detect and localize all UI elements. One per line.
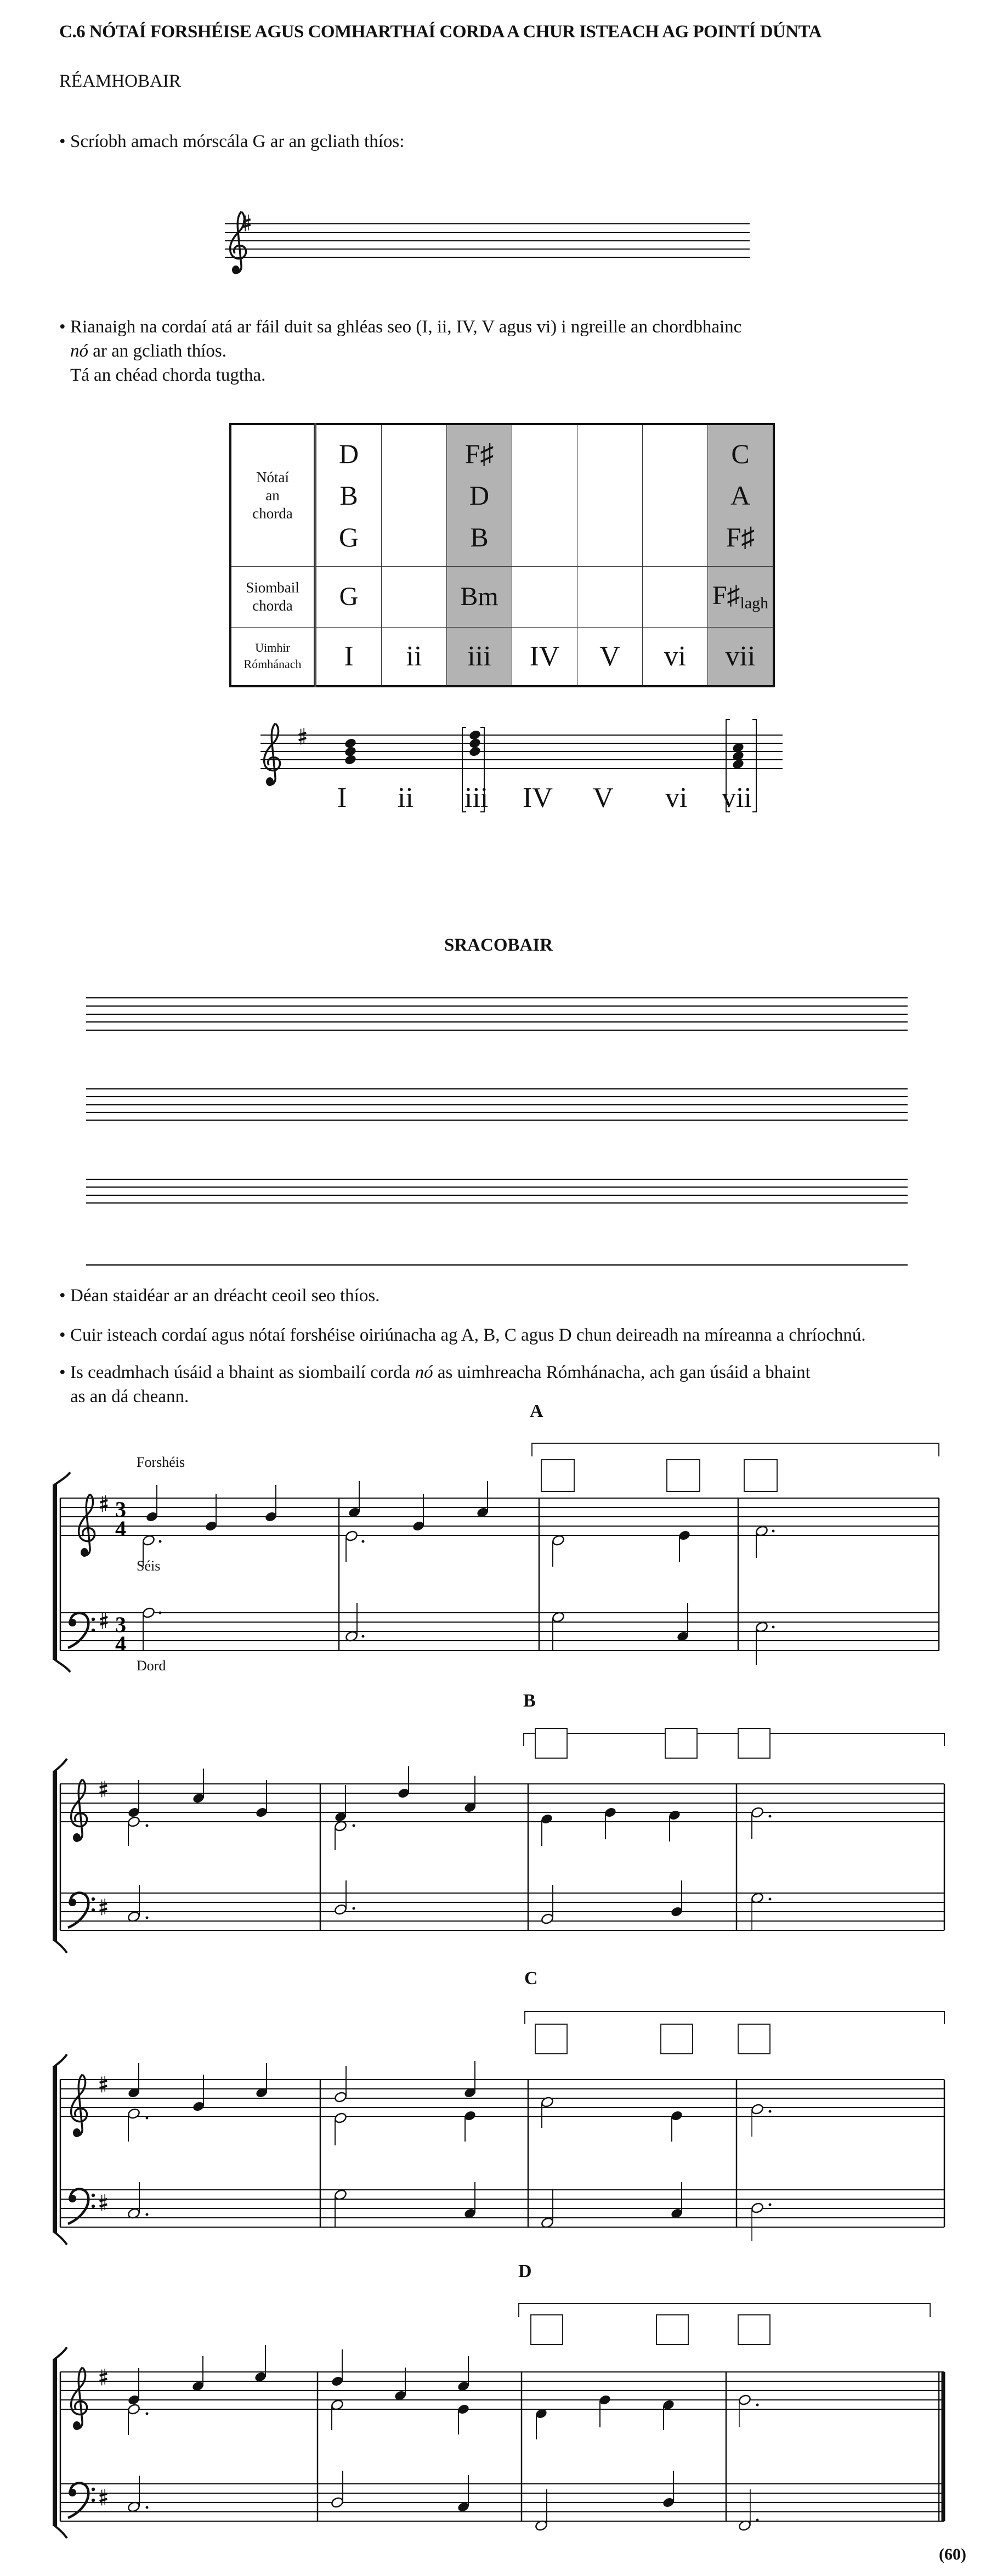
answer-box-d-1[interactable] xyxy=(530,2314,563,2345)
page-title: C.6 NÓTAÍ FORSHÉISE AGUS COMHARTHAÍ CORDA A CHUR ISTEACH AG POINTÍ DÚNTA xyxy=(59,22,822,42)
bullet-icon: • xyxy=(59,1325,66,1345)
answer-box-c-1[interactable] xyxy=(535,2024,568,2054)
cell-notes-ii[interactable] xyxy=(382,424,447,566)
answer-box-d-3[interactable] xyxy=(738,2314,771,2345)
cell-roman-vii: vii xyxy=(708,627,774,686)
task-bullet-2: • Cuir isteach cordaí agus nótaí forshéise oiriúnacha ag A, B, C agus D chun deireadh na míreanna a chríochnú. xyxy=(59,1323,866,1347)
section-label-a: A xyxy=(530,1401,543,1421)
rough-work-staves[interactable] xyxy=(86,998,908,1265)
cell-symbol-IV[interactable] xyxy=(512,566,577,627)
answer-box-a-2[interactable] xyxy=(666,1459,700,1492)
system-a xyxy=(54,1472,939,1672)
sharp-icon xyxy=(243,214,251,231)
cell-notes-IV[interactable] xyxy=(512,424,577,566)
svg-text:3: 3 xyxy=(115,1497,126,1522)
instruction-chords-line1: Rianaigh na cordaí atá ar fáil duit sa ghléas seo (I, ii, IV, V agus vi) i ngreille an chordbhainc xyxy=(70,317,742,337)
preparation-heading: RÉAMHOBAIR xyxy=(59,71,181,91)
answer-box-b-1[interactable] xyxy=(535,1728,568,1759)
instruction-chords-or: nó xyxy=(70,341,88,361)
cell-symbol-ii[interactable] xyxy=(382,566,447,627)
cell-roman-IV: IV xyxy=(512,627,577,686)
section-label-d: D xyxy=(518,2261,532,2281)
row-header-roman: Uimhir Rómhánach xyxy=(230,627,315,686)
bullet-icon: • xyxy=(59,1363,66,1382)
task-bullet-3: • Is ceadmhach úsáid a bhaint as siombailí corda nó as uimhreacha Rómhánacha, ach gan úsáid a bhaint as an dá cheann. xyxy=(59,1360,811,1409)
cell-symbol-I: G xyxy=(315,566,382,627)
marks-total: (60) xyxy=(939,2545,966,2563)
cell-roman-V: V xyxy=(577,627,643,686)
cell-notes-iii: F♯ D B xyxy=(447,424,512,566)
answer-box-a-3[interactable] xyxy=(744,1459,778,1492)
instruction-chords-line3: Tá an chéad chorda tugtha. xyxy=(70,365,266,385)
part-label-melody: Séis xyxy=(137,1558,161,1574)
cell-notes-vi[interactable] xyxy=(643,424,708,566)
section-label-b: B xyxy=(523,1691,536,1711)
system-c xyxy=(54,2054,944,2245)
answer-box-c-3[interactable] xyxy=(738,2024,771,2054)
cell-notes-vii: C A F♯ xyxy=(708,424,774,566)
row-header-symbol: Siombail chorda xyxy=(230,566,315,627)
bullet-icon: • xyxy=(59,317,66,337)
rough-work-heading: SRACOBAIR xyxy=(444,935,553,955)
part-label-descant: Forshéis xyxy=(137,1454,185,1470)
treble-clef-icon xyxy=(230,212,246,274)
section-label-c: C xyxy=(524,1968,538,1989)
staff-label-IV: IV xyxy=(523,782,553,814)
row-header-notes: Nótaí an chorda xyxy=(230,424,315,566)
staff-label-iii: iii xyxy=(464,782,489,814)
system-b xyxy=(54,1759,944,1953)
instruction-scale-text: Scríobh amach mórscála G ar an gcliath thíos: xyxy=(70,132,405,151)
instruction-chords xyxy=(59,315,741,387)
part-label-bass: Dord xyxy=(137,1658,166,1674)
cell-symbol-iii: Bm xyxy=(447,566,512,627)
cell-roman-iii: iii xyxy=(447,627,512,686)
staff-label-vii: vii xyxy=(722,782,752,814)
svg-text:4: 4 xyxy=(115,1516,126,1541)
cell-symbol-vii: $F♯_{lagh}$ xyxy=(708,566,774,627)
task-bullet-1: • Déan staidéar ar an dréacht ceoil seo thíos. xyxy=(59,1284,379,1308)
chord-bank-table xyxy=(229,423,775,687)
answer-box-c-2[interactable] xyxy=(660,2024,693,2054)
staff-label-ii: ii xyxy=(398,782,413,814)
svg-text:3: 3 xyxy=(115,1612,126,1637)
answer-box-d-2[interactable] xyxy=(656,2314,689,2345)
staff-label-vi: vi xyxy=(665,782,688,814)
cell-roman-I: I xyxy=(315,627,382,686)
cell-roman-vi: vi xyxy=(643,627,708,686)
svg-text:4: 4 xyxy=(115,1631,126,1656)
instruction-scale xyxy=(59,129,404,154)
system-d xyxy=(54,2345,944,2538)
answer-box-b-3[interactable] xyxy=(738,1728,771,1759)
staff-label-I: I xyxy=(337,782,347,814)
cell-notes-I: D B G xyxy=(315,424,382,566)
answer-box-a-1[interactable] xyxy=(541,1459,575,1492)
instruction-chords-line2: ar an gcliath thíos. xyxy=(88,341,227,361)
cell-symbol-V[interactable] xyxy=(577,566,643,627)
staff-label-V: V xyxy=(593,782,614,814)
answer-box-b-2[interactable] xyxy=(665,1728,698,1759)
scale-staff[interactable] xyxy=(225,212,750,274)
bullet-icon: • xyxy=(59,1286,66,1306)
bullet-icon: • xyxy=(59,132,66,151)
cell-roman-ii: ii xyxy=(382,627,447,686)
cell-symbol-vi[interactable] xyxy=(643,566,708,627)
cell-notes-V[interactable] xyxy=(577,424,643,566)
